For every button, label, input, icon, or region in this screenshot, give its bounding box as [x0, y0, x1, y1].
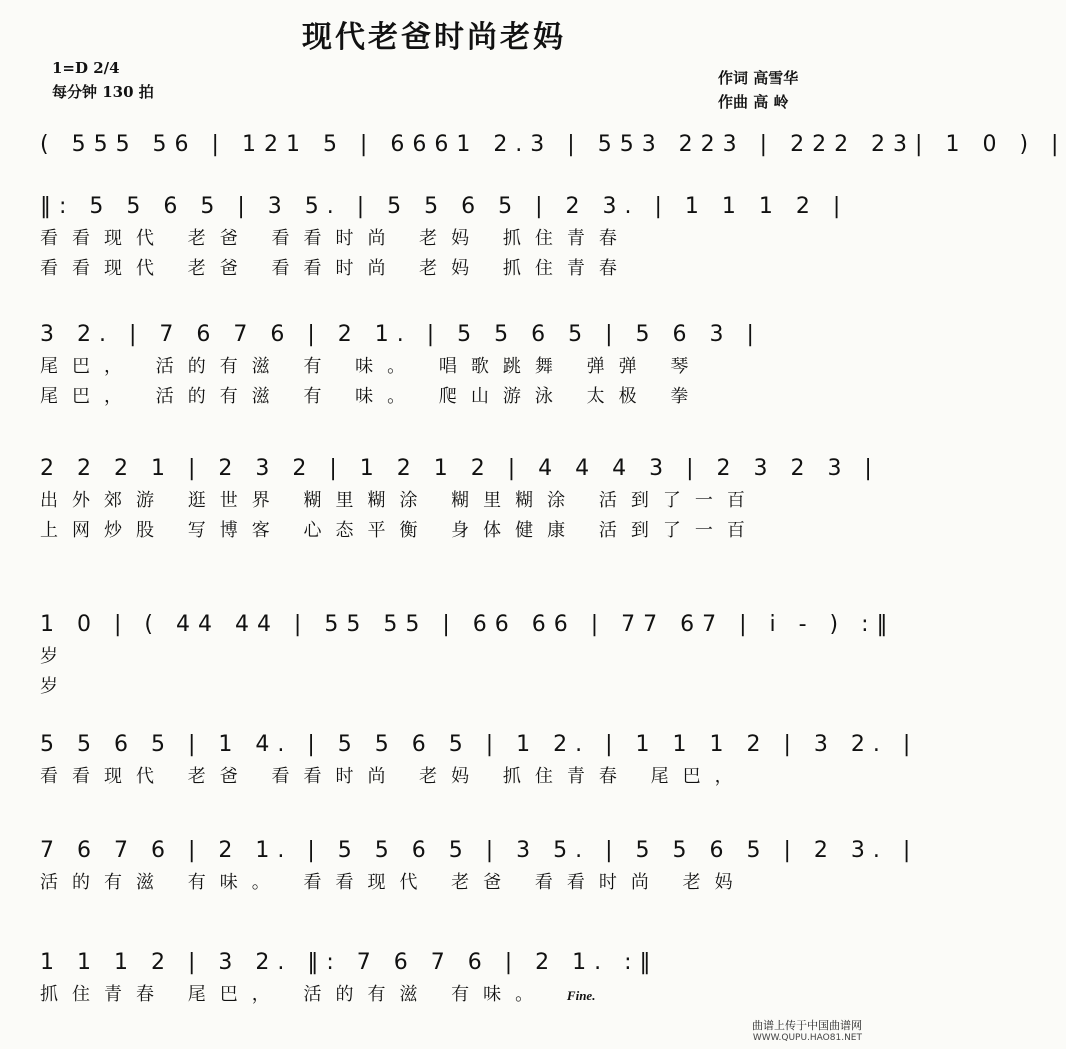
lyric-text: 抓住青春 尾巴， 活的有滋 有味。 — [40, 984, 548, 1005]
lyric-line — [40, 980, 840, 1010]
system-intro — [40, 128, 1066, 162]
lyricist-credit: 作词 高雪华 — [718, 69, 799, 87]
fine-marking: Fine. — [566, 988, 596, 1003]
system-7 — [40, 834, 919, 898]
notation-row: ‖: 5 5 6 5 | 3 5. | 5 5 6 5 | 2 3. | 1 1 1 2 | — [40, 194, 849, 219]
notation-row: 1 0 | ( 44 44 | 55 55 | 66 66 | 77 67 | i - ) :‖ — [40, 612, 896, 637]
lyric-line: 活的有滋 有味。 看看现代 老爸 看看时尚 老妈 — [40, 872, 747, 893]
watermark-url: WWW.QUPU.HAO81.NET — [752, 1033, 862, 1043]
system-8 — [40, 946, 840, 1010]
credits-block — [718, 66, 798, 114]
system-3 — [40, 318, 840, 412]
composer-credit: 作曲 高 岭 — [718, 93, 789, 111]
system-2 — [40, 190, 849, 284]
notation-row: 7 6 7 6 | 2 1. | 5 5 6 5 | 3 5. | 5 5 6 5 | 2 3. | — [40, 838, 919, 863]
notation-row: 2 2 2 1 | 2 3 2 | 1 2 1 2 | 4 4 4 3 | 2 3 2 3 | — [40, 456, 880, 481]
song-title: 现代老爸时尚老妈 — [302, 20, 566, 55]
lyric-verse-1: 尾巴， 活的有滋 有 味。 唱歌跳舞 弹弹 琴 — [40, 356, 703, 377]
lyric-verse-1: 看看现代 老爸 看看时尚 老妈 抓住青春 — [40, 228, 631, 249]
notation-row: 3 2. | 7 6 7 6 | 2 1. | 5 5 6 5 | 5 6 3 | — [40, 322, 762, 347]
key-tempo-block — [52, 56, 154, 104]
lyric-verse-2: 上网炒股 写博客 心态平衡 身体健康 活到了一百 — [40, 520, 759, 541]
notation-row: 1 1 1 2 | 3 2. ‖: 7 6 7 6 | 2 1. :‖ — [40, 950, 659, 975]
notation-row: ( 555 56 | 121 5 | 6661 2.3 | 553 223 | 222 23| 1 0 ) | — [40, 132, 1066, 157]
system-4 — [40, 452, 880, 546]
lyric-verse-1: 出外郊游 逛世界 糊里糊涂 糊里糊涂 活到了一百 — [40, 490, 759, 511]
lyric-verse-2: 尾巴， 活的有滋 有 味。 爬山游泳 太极 拳 — [40, 386, 703, 407]
tempo-marking: 每分钟 130 拍 — [52, 83, 154, 101]
watermark-text: 曲谱上传于中国曲谱网 — [752, 1019, 862, 1032]
lyric-line: 看看现代 老爸 看看时尚 老妈 抓住青春 尾巴， — [40, 766, 747, 787]
lyric-verse-2: 看看现代 老爸 看看时尚 老妈 抓住青春 — [40, 258, 631, 279]
lyric-verse-1: 岁 — [40, 646, 72, 667]
key-signature: 1=D 2/4 — [52, 59, 120, 77]
lyric-verse-2: 岁 — [40, 676, 72, 697]
site-watermark — [752, 1019, 862, 1045]
notation-row: 5 5 6 5 | 1 4. | 5 5 6 5 | 1 2. | 1 1 1 2 | 3 2. | — [40, 732, 919, 757]
system-6 — [40, 728, 919, 792]
system-5 — [40, 608, 896, 702]
